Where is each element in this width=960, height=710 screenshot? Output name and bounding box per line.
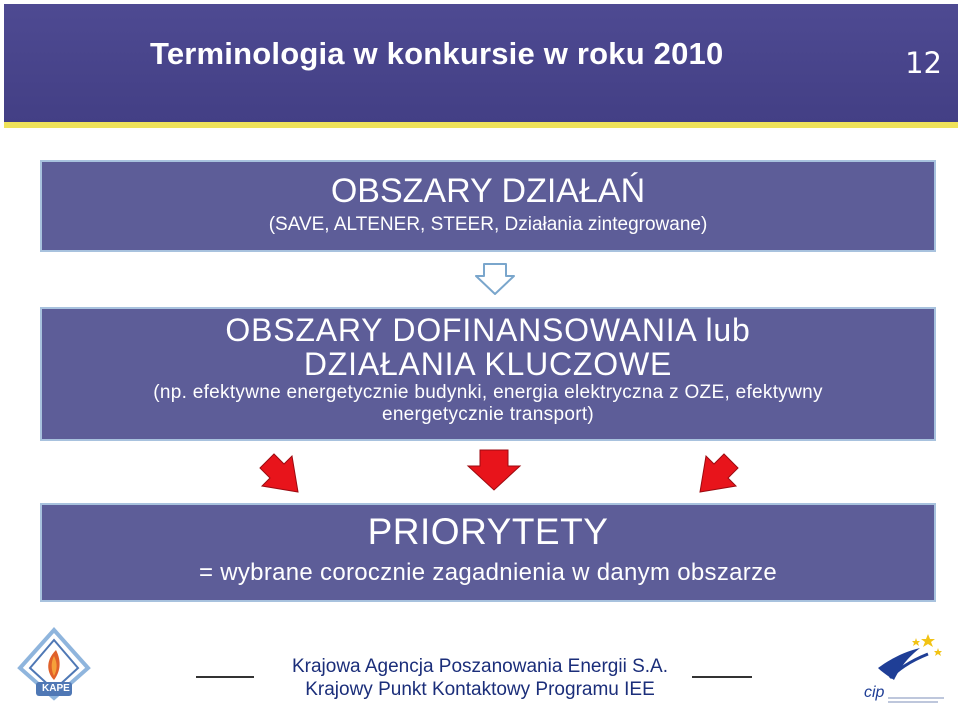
box3-title: PRIORYTETY (367, 511, 609, 552)
red-arrow-right-icon (692, 448, 744, 496)
box2-title-line2: DZIAŁANIA KLUCZOWE (303, 346, 673, 382)
hollow-down-arrow-icon (474, 262, 516, 296)
footer-line1: Krajowa Agencja Poszanowania Energii S.A. (291, 656, 668, 677)
box-priorytety (40, 503, 936, 602)
box2-title (42, 313, 934, 381)
footer-line-left (196, 676, 254, 678)
box1-title: OBSZARY DZIAŁAŃ (330, 172, 646, 210)
box-obszary-dzialan (40, 160, 936, 252)
footer-line2: Krajowy Punkt Kontaktowy Programu IEE (305, 679, 655, 700)
box2-title-line1: OBSZARY DOFINANSOWANIA lub (225, 312, 751, 348)
box-obszary-dofinansowania (40, 307, 936, 441)
box2-subtitle (42, 382, 934, 426)
cip-logo-text: cip (864, 684, 885, 701)
kape-logo-text: KAPE (42, 683, 70, 694)
header-accent-line (4, 122, 958, 128)
box1-subtitle: (SAVE, ALTENER, STEER, Działania zintegrowane) (268, 214, 708, 235)
red-arrow-down-icon (466, 448, 522, 492)
box2-subtitle-line2: energetycznie transport) (381, 404, 595, 425)
page-number: 12 (905, 46, 942, 80)
box2-subtitle-line1: (np. efektywne energetycznie budynki, energia elektryczna z OZE, efektywny (153, 382, 823, 403)
red-arrow-left-icon (254, 448, 306, 496)
box3-subtitle: = wybrane corocznie zagadnienia w danym obszarze (198, 559, 778, 586)
slide-title: Terminologia w konkursie w roku 2010 (150, 36, 724, 71)
footer-line-right (692, 676, 752, 678)
